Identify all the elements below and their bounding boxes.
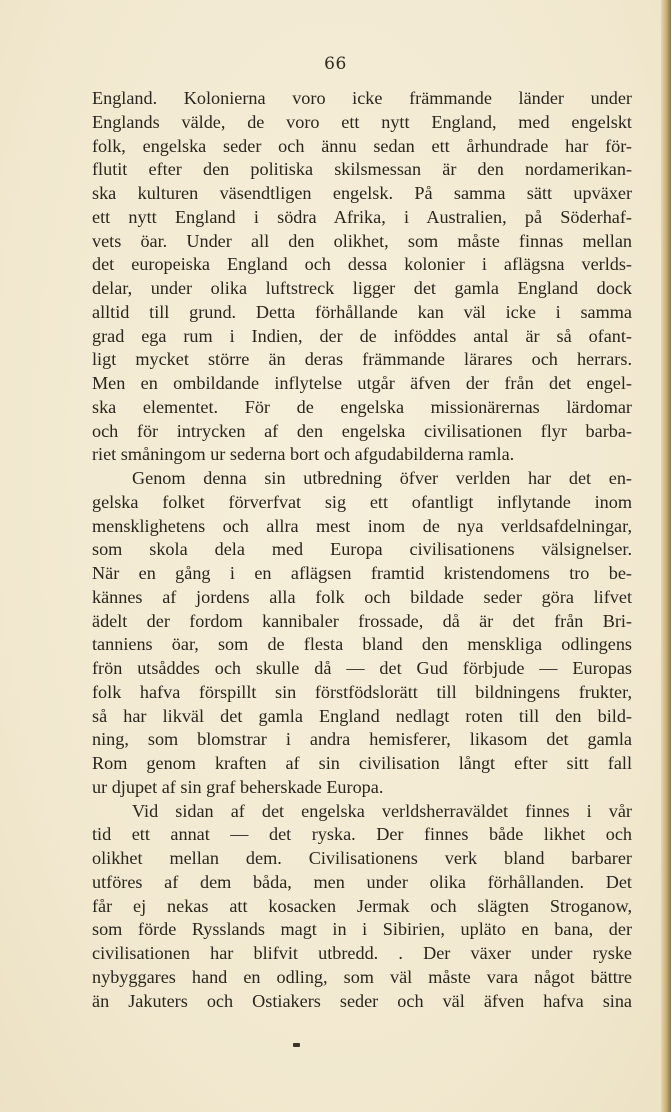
text-line: När en gång i en aflägsen framtid kristendomens tro be-: [92, 563, 632, 583]
text-line: ning, som blomstrar i andra hemisferer, likasom det gamla: [92, 729, 632, 750]
text-line: vets öar. Under all den olikhet, som måste finnas mellan: [92, 230, 632, 251]
page-number: 66: [324, 54, 347, 74]
text-line: folk, engelska seder och ännu sedan ett århundrade har för-: [92, 135, 632, 156]
text-line: och för intrycken af den engelska civilisationen flyr barba-: [92, 420, 632, 441]
text-line: ädelt der fordom kannibaler frossade, då är det från Bri-: [92, 610, 632, 631]
text-line: civilisationen har blifvit utbredd. . Der växer under ryske: [92, 943, 632, 963]
text-line: får ej nekas att kosacken Jermak och slägten Stroganow,: [92, 895, 632, 916]
page-edge: [661, 0, 671, 1112]
text-line: Men en ombildande inflytelse utgår äfven der från det engel-: [92, 373, 632, 393]
text-line: tid ett annat — det ryska. Der finnes både likhet och: [92, 824, 632, 845]
text-line: utföres af dem båda, men under olika förhållanden. Det: [92, 871, 632, 892]
text-line: mensklighetens och allra mest inom de nya verldsafdelningar,: [92, 515, 632, 536]
text-line: ska elementet. För de engelska missionärernas lärdomar: [92, 396, 632, 417]
text-line: ett nytt England i södra Afrika, i Australien, på Söderhaf-: [92, 206, 632, 227]
text-line: Vid sidan af det engelska verldsherraväldet finnes i vår: [132, 800, 632, 821]
text-line: ska kulturen väsendtligen engelsk. På samma sätt upväxer: [92, 183, 632, 203]
text-line: Englands välde, de voro ett nytt England, med engelskt: [92, 111, 632, 132]
text-line: ur djupet af sin graf beherskade Europa.: [92, 776, 384, 797]
text-line: så har likväl det gamla England nedlagt roten till den bild-: [92, 705, 632, 726]
text-line: frön utsåddes och skulle då — det Gud förbjude — Europas: [92, 658, 632, 678]
text-line: än Jakuters och Ostiakers seder och väl äfven hafva sina: [92, 990, 632, 1011]
text-line: Rom genom kraften af sin civilisation långt efter sitt fall: [92, 753, 632, 773]
text-line: olikhet mellan dem. Civilisationens verk bland barbarer: [92, 848, 632, 868]
body-text: [92, 87, 632, 1013]
text-line: folk hafva förspillt sin förstfödslorätt till bildningens frukter,: [92, 681, 632, 702]
text-line: flutit efter den politiska skilsmessan är den nordamerikan-: [92, 159, 632, 180]
text-line: Genom denna sin utbredning öfver verlden har det en-: [132, 468, 632, 488]
text-line: det europeiska England och dessa kolonier i aflägsna verlds-: [92, 254, 632, 275]
text-line: riet småningom ur sederna bort och afgudabilderna ramla.: [92, 444, 515, 465]
text-line: som förde Rysslands magt in i Sibirien, upläto en bana, der: [92, 919, 632, 940]
printer-mark: [293, 1043, 300, 1047]
text-line: som skola dela med Europa civilisationens välsignelser.: [92, 539, 632, 560]
text-line: kännes af jordens alla folk och bildade seder göra lifvet: [92, 586, 632, 607]
text-line: delar, under olika luftstreck ligger det gamla England dock: [92, 278, 632, 298]
text-line: alltid till grund. Detta förhållande kan väl icke i samma: [92, 301, 632, 322]
text-line: nybyggares hand en odling, som väl måste vara något bättre: [92, 966, 632, 987]
text-line: gelska folket förverfvat sig ett ofantligt inflytande inom: [92, 491, 632, 512]
text-line: grad ega rum i Indien, der de inföddes antal är så ofant-: [92, 325, 632, 346]
text-line: tanniens öar, som de flesta bland den menskliga odlingens: [92, 634, 632, 655]
text-line: ligt mycket större än deras främmande lärares och herrars.: [92, 349, 632, 370]
text-line: England. Kolonierna voro icke främmande länder under: [92, 88, 632, 108]
